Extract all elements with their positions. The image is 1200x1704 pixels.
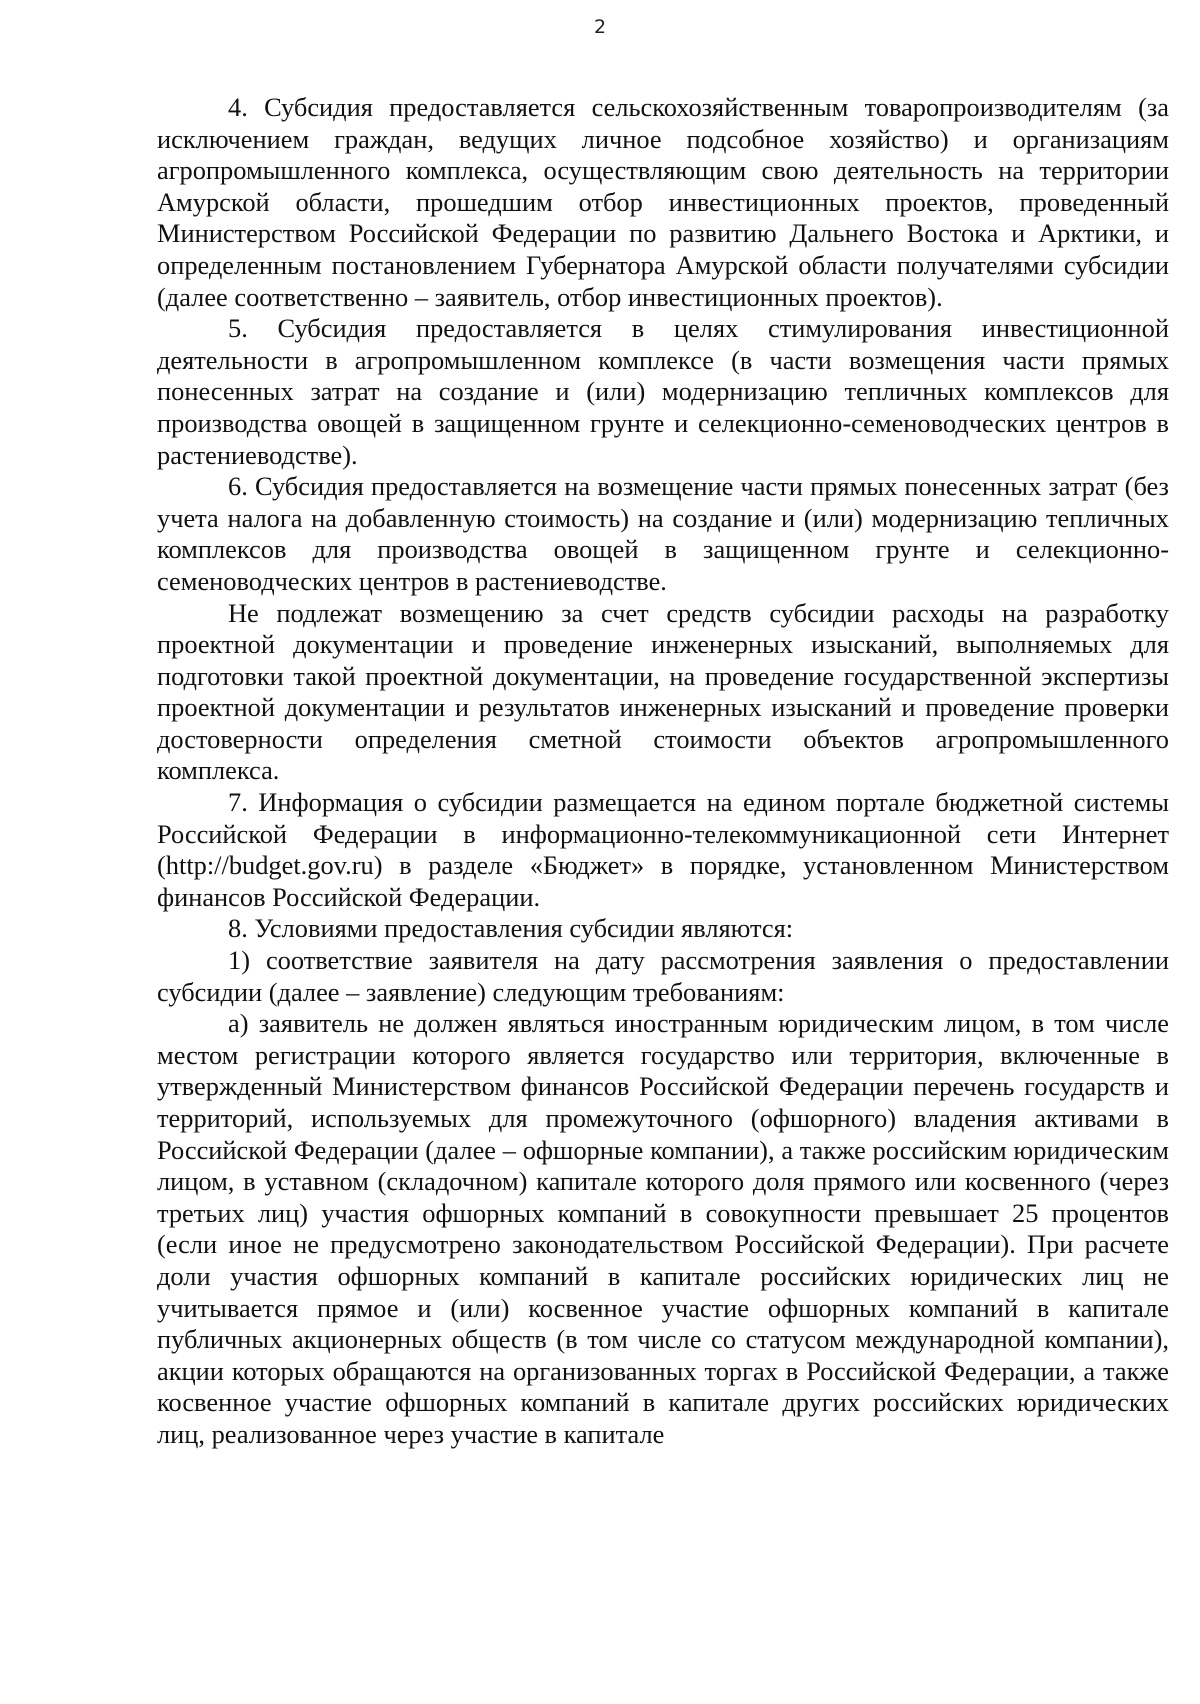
page-number: 2 — [593, 16, 607, 38]
paragraph-subitem-1: 1) соответствие заявителя на дату рассмотрения заявления о предоставлении субсидии (далее – заявление) следующим требованиям: — [157, 945, 1169, 1007]
paragraph-item-4: 4. Субсидия предоставляется сельскохозяйственным товаропроизводителям (за исключением граждан, ведущих личное подсобное хозяйство) и организациям агропромышленного комплекса, осуществляющим свою деятельность на территории Амурской области, прошедшим отбор инвестиционных проектов, проведенный Министерством Российской Федерации по развитию Дальнего Востока и Арктики, и определенным постановлением Губернатора Амурской области получателями субсидии (далее соответственно – заявитель, отбор инвестиционных проектов). — [157, 92, 1169, 312]
paragraph-item-5: 5. Субсидия предоставляется в целях стимулирования инвестиционной деятельности в агропромышленном комплексе (в части возмещения части прямых понесенных затрат на создание и (или) модернизацию тепличных комплексов для производства овощей в защищенном грунте и селекционно-семеноводческих центров в растениеводстве). — [157, 313, 1169, 470]
paragraph-expenses-exclusion: Не подлежат возмещению за счет средств субсидии расходы на разработку проектной документации и проведение инженерных изысканий, выполняемых для подготовки такой проектной документации, на проведение государственной экспертизы проектной документации и результатов инженерных изысканий и проведение проверки достоверности определения сметной стоимости объектов агропромышленного комплекса. — [157, 597, 1169, 786]
document-body — [157, 92, 1169, 1451]
paragraph-subitem-a: а) заявитель не должен являться иностранным юридическим лицом, в том числе местом регистрации которого является государство или территория, включенные в утвержденный Министерством финансов Российской Федерации перечень государств и территорий, используемых для промежуточного (офшорного) владения активами в Российской Федерации (далее – офшорные компании), а также российским юридическим лицом, в уставном (складочном) капитале которого доля прямого или косвенного (через третьих лиц) участия офшорных компаний в совокупности превышает 25 процентов (если иное не предусмотрено законодательством Российской Федерации). При расчете доли участия офшорных компаний в капитале российских юридических лиц не учитывается прямое и (или) косвенное участие офшорных компаний в капитале публичных акционерных обществ (в том числе со статусом международной компании), акции которых обращаются на организованных торгах в Российской Федерации, а также косвенное участие офшорных компаний в капитале других российских юридических лиц, реализованное через участие в капитале — [157, 1008, 1169, 1449]
paragraph-item-6: 6. Субсидия предоставляется на возмещение части прямых понесенных затрат (без учета налога на добавленную стоимость) на создание и (или) модернизацию тепличных комплексов для производства овощей в защищенном грунте и селекционно-семеноводческих центров в растениеводстве. — [157, 471, 1169, 596]
paragraph-item-8: 8. Условиями предоставления субсидии являются: — [228, 913, 794, 944]
paragraph-item-7: 7. Информация о субсидии размещается на едином портале бюджетной системы Российской Федерации в информационно-телекоммуникационной сети Интернет (http://budget.gov.ru) в разделе «Бюджет» в порядке, установленном Министерством финансов Российской Федерации. — [157, 787, 1169, 912]
